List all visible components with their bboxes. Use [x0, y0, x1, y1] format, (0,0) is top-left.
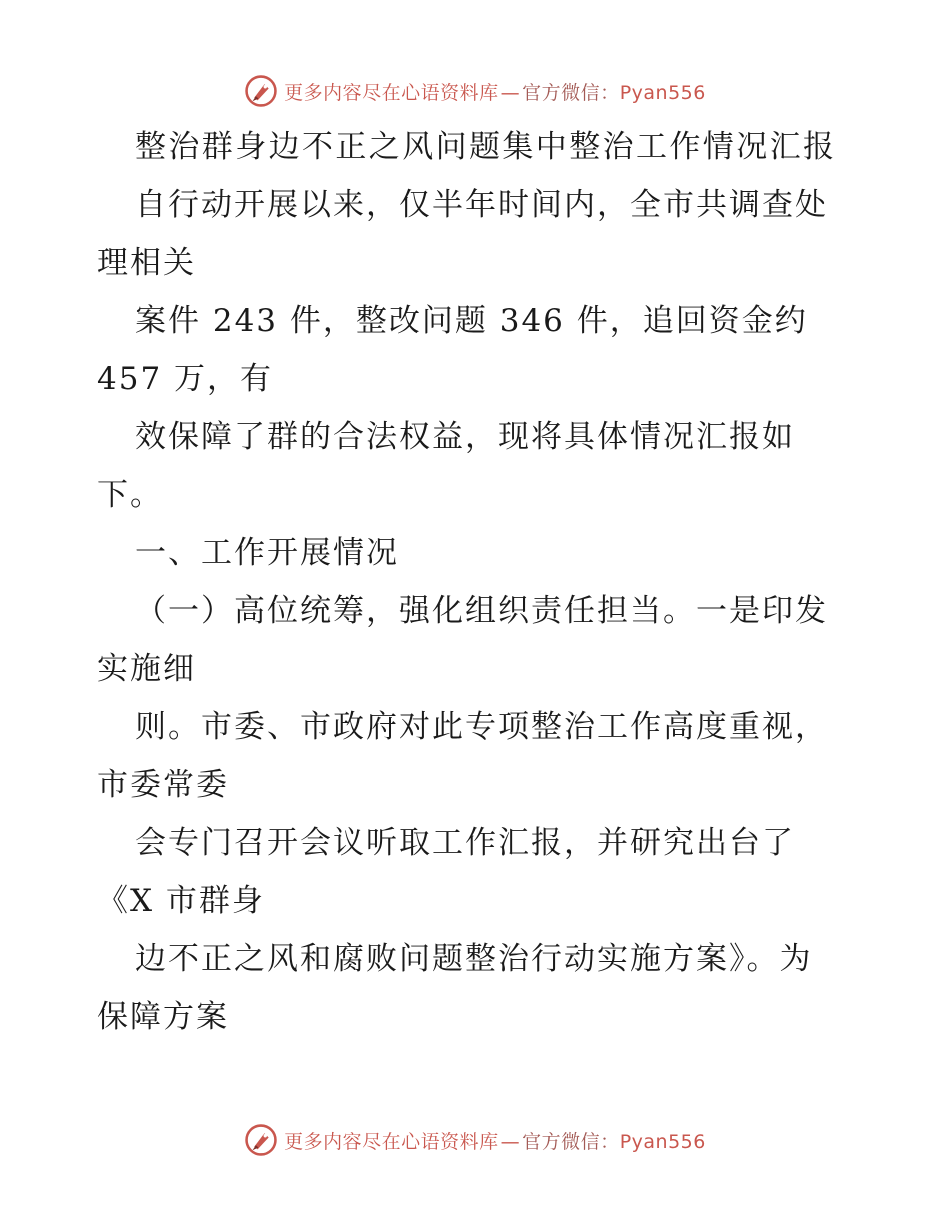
watermark-dash: —: [500, 81, 521, 104]
document-line: 市委常委: [97, 767, 229, 803]
document-line: （一）高位统筹，强化组织责任担当。一是印发: [135, 593, 828, 629]
document-line: 案件 243 件，整改问题 346 件，追回资金约: [135, 303, 808, 339]
document-line: 效保障了群的合法权益，现将具体情况汇报如: [135, 419, 795, 455]
pen-nib-icon: [244, 74, 278, 108]
document-line: 《X 市群身: [97, 883, 265, 919]
document-line: 理相关: [97, 245, 196, 281]
document-title: 整治群身边不正之风问题集中整治工作情况汇报: [135, 129, 837, 165]
watermark-wechat-label: 官方微信：: [522, 1130, 620, 1153]
document-body: [97, 118, 857, 1046]
watermark-wechat-id: Pyan556: [619, 1130, 706, 1153]
watermark-site: 更多内容尽在心语资料库: [284, 81, 499, 104]
document-line: 则。市委、市政府对此专项整治工作高度重视，: [135, 709, 828, 745]
document-line: 边不正之风和腐败问题整治行动实施方案》。为: [135, 941, 813, 977]
document-line: 会专门召开会议听取工作汇报，并研究出台了: [135, 825, 795, 861]
watermark-wechat-label: 官方微信：: [522, 81, 620, 104]
header-watermark: [0, 71, 950, 111]
document-line: 一、工作开展情况: [135, 535, 399, 571]
document-line: 自行动开展以来，仅半年时间内，全市共调查处: [135, 187, 828, 223]
watermark-wechat-id: Pyan556: [619, 81, 706, 104]
footer-watermark: [0, 1120, 950, 1160]
pen-nib-icon: [244, 1123, 278, 1157]
document-line: 保障方案: [97, 999, 229, 1035]
watermark-site: 更多内容尽在心语资料库: [284, 1130, 499, 1153]
document-line: 实施细: [97, 651, 196, 687]
document-line: 457 万，有: [97, 361, 274, 397]
watermark-text: [284, 78, 706, 105]
watermark-dash: —: [500, 1130, 521, 1153]
watermark-text: [284, 1127, 706, 1154]
document-line: 下。: [97, 477, 163, 513]
